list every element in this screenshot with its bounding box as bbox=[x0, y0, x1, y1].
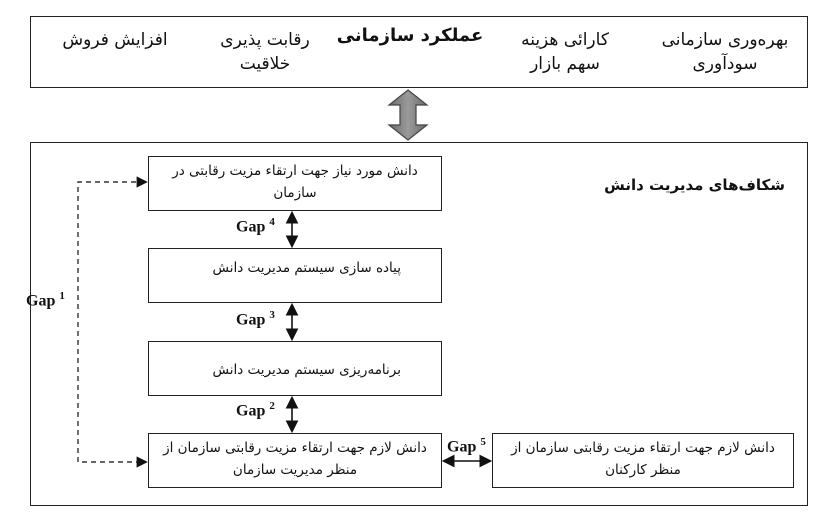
term-cost-efficiency-line2: سهم بازار bbox=[530, 54, 600, 74]
gap-4-number: 4 bbox=[269, 216, 275, 228]
gap-1-dashed-connector bbox=[78, 182, 145, 462]
term-productivity-line2: سودآوری bbox=[692, 54, 758, 74]
km-planning-box: برنامه‌ریزی سیستم مدیریت دانش bbox=[148, 341, 442, 396]
knowledge-gaps-title: شکاف‌های مدیریت دانش bbox=[604, 176, 785, 194]
term-cost-efficiency-line1: کارائی هزینه bbox=[521, 30, 609, 50]
big-double-arrow-icon bbox=[389, 90, 427, 140]
term-organizational-performance-line1: عملکرد سازمانی bbox=[336, 25, 484, 46]
gap-5-text: Gap bbox=[447, 438, 477, 456]
gap-1-number: 1 bbox=[59, 290, 65, 302]
gap-3-text: Gap bbox=[236, 311, 266, 329]
gap-1-text: Gap bbox=[26, 292, 56, 310]
term-competitiveness-line2: خلاقیت bbox=[239, 54, 291, 74]
term-competitiveness-line1: رقابت پذیری bbox=[220, 30, 310, 50]
needed-knowledge-box: دانش مورد نیاز جهت ارتقاء مزیت رقابتی در سازمان bbox=[148, 156, 442, 211]
management-view-box: دانش لازم جهت ارتقاء مزیت رقابتی سازمان از منظر مدیریت سازمان bbox=[148, 433, 442, 488]
km-implementation-box: پیاده سازی سیستم مدیریت دانش bbox=[148, 248, 442, 303]
term-sales-increase-line1: افزایش فروش bbox=[62, 30, 168, 50]
employee-view-box: دانش لازم جهت ارتقاء مزیت رقابتی سازمان از منظر کارکنان bbox=[492, 433, 794, 488]
gap-2-number: 2 bbox=[269, 400, 275, 412]
gap-4-text: Gap bbox=[236, 218, 266, 236]
gap-5-number: 5 bbox=[480, 436, 486, 448]
gap-2-text: Gap bbox=[236, 402, 266, 420]
gap-3-number: 3 bbox=[269, 309, 275, 321]
term-productivity-line1: بهره‌وری سازمانی bbox=[661, 30, 789, 50]
